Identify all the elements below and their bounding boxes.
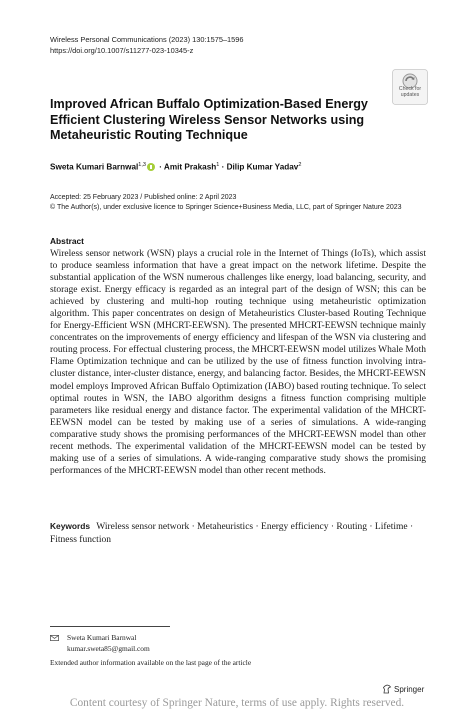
keywords-label: Keywords [50,521,91,531]
footnote-divider [50,626,170,627]
extended-author-info: Extended author information available on the last page of the article [50,658,252,667]
publication-dates [50,193,402,213]
corresponding-email[interactable]: kumar.sweta85@gmail.com [67,643,150,653]
keywords-list: Wireless sensor network · Metaheuristics · Energy efficiency · Routing · Lifetime · Fitness function [50,522,414,545]
keywords [50,520,426,546]
check-label-line2: updates [400,91,420,98]
doi-link[interactable]: https://doi.org/10.1007/s11277-023-10345-z [50,45,194,55]
author-name[interactable]: Amit Prakash [163,162,217,172]
courtesy-notice: Content courtesy of Springer Nature, terms of use apply. Rights reserved. [69,697,405,709]
orcid-icon[interactable] [147,163,155,171]
check-for-updates-label[interactable] [388,87,432,99]
abstract-heading: Abstract [50,236,84,246]
author-name[interactable]: Sweta Kumari Barnwal [50,162,139,172]
author-separator: · [219,162,227,172]
copyright-line: © The Author(s), under exclusive licence to Springer Science+Business Media, LLC, part of Springer Nature 2023 [50,204,402,211]
check-label-line1: Check for [398,86,422,92]
springer-horse-icon [382,684,392,694]
article-title: Improved African Buffalo Optimization-Based Energy Efficient Clustering Wireless Sensor Networks using Metaheuristic Routing Technique [50,97,368,142]
journal-header [50,35,244,56]
corresponding-name: Sweta Kumari Barnwal [67,633,137,642]
envelope-icon [50,635,59,641]
author-affiliation: 1,3 [138,162,146,168]
publisher-logo[interactable] [382,684,424,694]
author-affiliation: 2 [298,162,302,168]
author-separator: · [156,162,164,172]
author-name[interactable]: Dilip Kumar Yadav [226,162,299,172]
author-list [50,162,301,172]
abstract-text: Wireless sensor network (WSN) plays a crucial role in the Internet of Things (IoTs), which assist to produce seamless information that have a great impact on the network lifetime. Despite the substantial application of the WSN numerous challenges like energy, load balancing, security, and storage exist. Energy efficacy is regarded as an integral part of the design of WSN; this can be achieved by clustering and multi-hop routing technique using metaheuristic optimization algorithm. This paper concentrates on design of Metaheuristics Cluster-based Routing Technique for Energy-Efficient WSN (MHCRT-EEWSN). The presented MHCRT-EEWSN technique mainly concentrates on the improvements of energy efficiency and lifespan of the WSN via clustering and routing process. For effectual clustering process, the MHCRT-EEWSN model utilizes Whale Moth Flame Optimization technique and can be utilized by the use of fitness function involving intra-cluster distance, inter-cluster distance, energy, and balancing factor. Besides, the MHCRT-EEWSN model employs Improved African Buffalo Optimization (IABO) based routing technique. To select optimal routes in WSN, the IABO algorithm designs a fitness function comprising multiple parameters like residual energy and distance factor. The experimental validation of the MHCRT-EEWSN model can be tested by making use of a series of simulations. A wide-ranging comparative study shows the promising performances of the MHCRT-EEWSN model than other recent methods. The experimental validation of the MHCRT-EEWSN model can be tested by making use of a series of simulations. A wide-ranging comparative study shows the promising performances of the MHCRT-EEWSN model than other recent methods. [50,249,426,476]
accepted-published-dates: Accepted: 25 February 2023 / Published online: 2 April 2023 [50,194,237,201]
journal-citation: Wireless Personal Communications (2023) 130:1575–1596 [50,35,244,44]
author-affiliation: 1 [216,162,220,168]
publisher-name: Springer [394,685,425,694]
